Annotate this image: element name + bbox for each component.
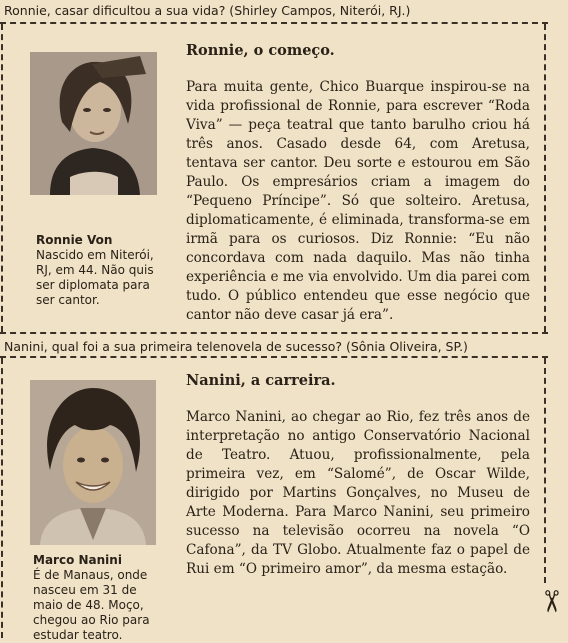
caption-text: Nascido em Niterói, RJ, em 44. Não quis ser diplomata para ser cantor. bbox=[36, 248, 154, 307]
caption-name: Marco Nanini bbox=[33, 553, 122, 567]
article-body-ronnie: Para muita gente, Chico Buarque inspirou-se na vida profissional de Ronnie, para escrever “Roda Viva” — peça teatral que tanto barulho criou há três anos. Casado desde 64, com Aretusa, tentava ser cantor. Deu sorte e estourou em São Paulo. Os empresários criam a imagem do “Pequeno Príncipe”. Só que solteiro. Aretusa, diplomaticamente, é eliminada, transforma-se em irmã para os curiosos. Diz Ronnie: “Eu não concordava com nada daquilo. Mas não tinha experiência e me via envolvido. Um dia parei com tudo. O público entendeu que esse negócio que cantor não deve casar já era”. bbox=[186, 79, 530, 323]
caption-text: É de Manaus, onde nasceu em 31 de maio de 48. Moço, chegou ao Rio para estudar teatro. bbox=[33, 568, 150, 642]
cut-line-second bbox=[0, 356, 548, 358]
caption-name: Ronnie Von bbox=[36, 233, 113, 247]
cut-line-left-1 bbox=[1, 24, 3, 332]
heading-nanini: Nanini, a carreira. bbox=[186, 372, 336, 389]
cut-line-middle bbox=[0, 332, 548, 334]
nanini-photo bbox=[30, 380, 156, 545]
cut-line-right-1 bbox=[544, 24, 546, 332]
cut-line-left-2 bbox=[1, 358, 3, 638]
cut-line-top bbox=[0, 22, 548, 24]
cut-line-right-2 bbox=[544, 358, 546, 583]
question-ronnie: Ronnie, casar dificultou a sua vida? (Shirley Campos, Niterói, RJ.) bbox=[4, 3, 411, 18]
ronnie-photo bbox=[30, 52, 157, 195]
heading-ronnie: Ronnie, o começo. bbox=[186, 42, 335, 59]
scissors-icon: ✂ bbox=[533, 588, 568, 615]
nanini-caption bbox=[33, 553, 168, 643]
ronnie-caption bbox=[36, 233, 171, 308]
question-nanini: Nanini, qual foi a sua primeira telenovela de sucesso? (Sônia Oliveira, SP.) bbox=[4, 339, 468, 354]
article-body-nanini: Marco Nanini, ao chegar ao Rio, fez três anos de interpretação no antigo Conservatório Nacional de Teatro. Atuou, profissionalmente, pela primeira vez, em “Salomé”, de Oscar Wilde, dirigido por Martins Gonçalves, no Museu de Arte Moderna. Para Marco Nanini, seu primeiro sucesso na televisão ocorreu na novela “O Cafona”, da TV Globo. Atualmente faz o papel de Rui em “O primeiro amor”, da mesma estação. bbox=[186, 409, 530, 577]
